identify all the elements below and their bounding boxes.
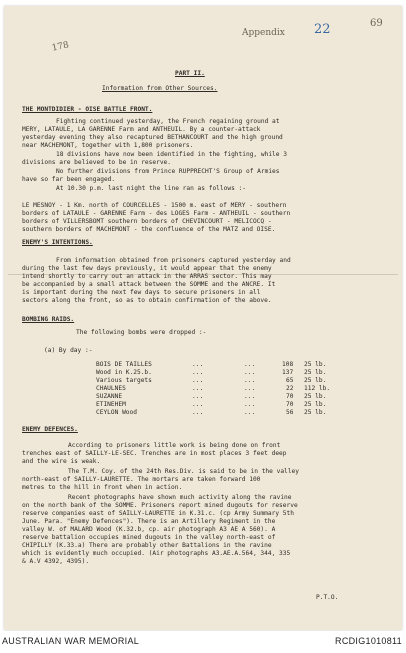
paragraph-line: Recent photographs have shown much activity along the ravine [68, 494, 292, 501]
dots-cell: ... [192, 361, 204, 368]
pto-label: P.T.O. [316, 594, 339, 601]
target-cell: SUZANNE [96, 393, 123, 400]
paragraph-line: is important during the next few days to secure prisoners in all [22, 289, 261, 296]
paragraph-line: have so far been engaged. [22, 176, 116, 183]
paragraph-line: According to prisoners little work is being done on front [68, 442, 281, 449]
archive-footer [0, 631, 406, 653]
weight-cell: 25 lb. [304, 393, 327, 400]
qty-cell: 22 [286, 385, 294, 392]
qty-cell: 108 [282, 361, 294, 368]
paragraph-line: MERY, LATAULE, LA GARENNE Farm and ANTHEUIL. By a counter-attack [22, 126, 261, 133]
heading-montdidier: THE MONTDIDIER - OISE BATTLE FRONT. [22, 106, 153, 113]
dots-cell: ... [244, 369, 256, 376]
line-description: southern borders of MACHEMONT - the confluence of the MATZ and OISE. [22, 226, 276, 233]
weight-cell: 25 lb. [304, 377, 327, 384]
paragraph-line: trenches east of SAILLY-LE-SEC. Trenches are in most places 3 feet deep [22, 450, 287, 457]
heading-intentions: ENEMY'S INTENTIONS. [22, 239, 93, 246]
paragraph-line: reserve battalion occupies mined dugouts in the valley north-east of [22, 534, 276, 541]
target-cell: Wood in K.25.b. [96, 369, 152, 376]
weight-cell: 25 lb. [304, 369, 327, 376]
dots-cell: ... [244, 393, 256, 400]
dots-cell: ... [192, 401, 204, 408]
page-number-annotation: 69 [370, 18, 383, 29]
dots-cell: ... [244, 385, 256, 392]
paragraph-line: Fighting continued yesterday, the French regaining ground at [56, 118, 280, 125]
weight-cell: 25 lb. [304, 409, 327, 416]
weight-cell: 25 lb. [304, 401, 327, 408]
qty-cell: 70 [286, 401, 294, 408]
dots-cell: ... [192, 369, 204, 376]
section-subtitle: Information from Other Sources. [102, 85, 218, 92]
by-day-label: (a) By day :- [44, 347, 93, 354]
dots-cell: ... [192, 409, 204, 416]
appendix-annotation: Appendix [242, 28, 285, 38]
paragraph-line: reserve companies east of SAILLY-LAURETTE in K.31.c. (cp Army Summary 5th [22, 510, 294, 517]
document-page [4, 6, 402, 630]
line-description: LE MESNOY - 1 Km. north of COURCELLES - 1500 m. east of MERY - southern [22, 202, 287, 209]
dots-cell: ... [192, 385, 204, 392]
paragraph-line: The T.M. Coy. of the 24th Res.Div. is said to be in the valley [68, 468, 299, 475]
footer-institution: AUSTRALIAN WAR MEMORIAL [2, 636, 140, 646]
paragraph-line: on the north bank of the SOMME. Prisoners report mined dugouts for reserve [22, 502, 298, 509]
circled-number: 22 [314, 22, 331, 37]
paragraph-line: valley W. of MALARD Wood (K.32.b, cp. air photograph A3 AE A 560). A [22, 526, 276, 533]
qty-cell: 137 [282, 369, 294, 376]
dots-cell: ... [244, 401, 256, 408]
target-cell: BOIS DE TAILLES [96, 361, 152, 368]
paragraph-line: divisions are believed to be in reserve. [22, 159, 172, 166]
bombing-intro: The following bombs were dropped :- [76, 329, 207, 336]
footer-record-id: RCDIG1010811 [335, 636, 402, 646]
target-cell: CEYLON Wood [96, 409, 137, 416]
paragraph-line: At 10.30 p.m. last night the line ran as follows :- [56, 185, 246, 192]
paragraph-line: From information obtained from prisoners captured yesterday and [56, 257, 291, 264]
paragraph-line: during the last few days previously, it would appear that the enemy [22, 265, 272, 272]
heading-defences: ENEMY DEFENCES. [22, 426, 78, 433]
paragraph-line: intend shortly to carry out an attack in the ARRAS sector. This may [22, 273, 272, 280]
part-title: PART II. [175, 70, 205, 77]
qty-cell: 70 [286, 393, 294, 400]
line-description: borders of LATAULE - GARENNE Farm - des LOGES Farm - ANTHEUIL - southern [22, 210, 291, 217]
paragraph-line: and the wire is weak. [22, 458, 101, 465]
paragraph-line: sectors along the front, so as to obtain confirmation of the above. [22, 297, 272, 304]
paragraph-line: No further divisions from Prince RUPPRECHT'S Group of Armies [56, 168, 280, 175]
weight-cell: 25 lb. [304, 361, 327, 368]
heading-bombing: BOMBING RAIDS. [22, 316, 75, 323]
dots-cell: ... [192, 377, 204, 384]
qty-cell: 65 [286, 377, 294, 384]
paragraph-line: & A.V 4392, 4395). [22, 558, 90, 565]
target-cell: CHAULNES [96, 385, 126, 392]
qty-cell: 56 [286, 409, 294, 416]
dots-cell: ... [244, 377, 256, 384]
weight-cell: 112 lb. [304, 385, 331, 392]
paragraph-line: June. Para. "Enemy Defences"). There is an Artillery Regiment in the [22, 518, 276, 525]
dots-cell: ... [192, 393, 204, 400]
paragraph-line: near MACHEMONT, together with 1,800 prisoners. [22, 142, 194, 149]
line-description: borders of VILLERSBOMT southern borders of CHEVINCOURT - MELICOCQ - [22, 218, 272, 225]
dots-cell: ... [244, 409, 256, 416]
target-cell: Various targets [96, 377, 152, 384]
paragraph-line: yesterday evening they also recaptured BETHANCOURT and the high ground [22, 134, 283, 141]
paragraph-line: CHIPILLY (K.33.a) There are probably other Battalions in the ravine [22, 542, 272, 549]
handwritten-number-left: 178 [51, 40, 70, 54]
dots-cell: ... [244, 361, 256, 368]
target-cell: ETINEHEM [96, 401, 126, 408]
paragraph-line: which is evidently much occupied. (Air photographs A3.AE.A.564, 344, 335 [22, 550, 291, 557]
paragraph-line: 18 divisions have now been identified in the fighting, while 3 [56, 151, 287, 158]
paragraph-line: be accompanied by a small attack between the SOMME and the ANCRE. It [22, 281, 276, 288]
paragraph-line: north-east of SAILLY-LAURETTE. The mortars are taken forward 100 [22, 476, 261, 483]
paragraph-line: metres to the hill in front when in action. [22, 484, 183, 491]
